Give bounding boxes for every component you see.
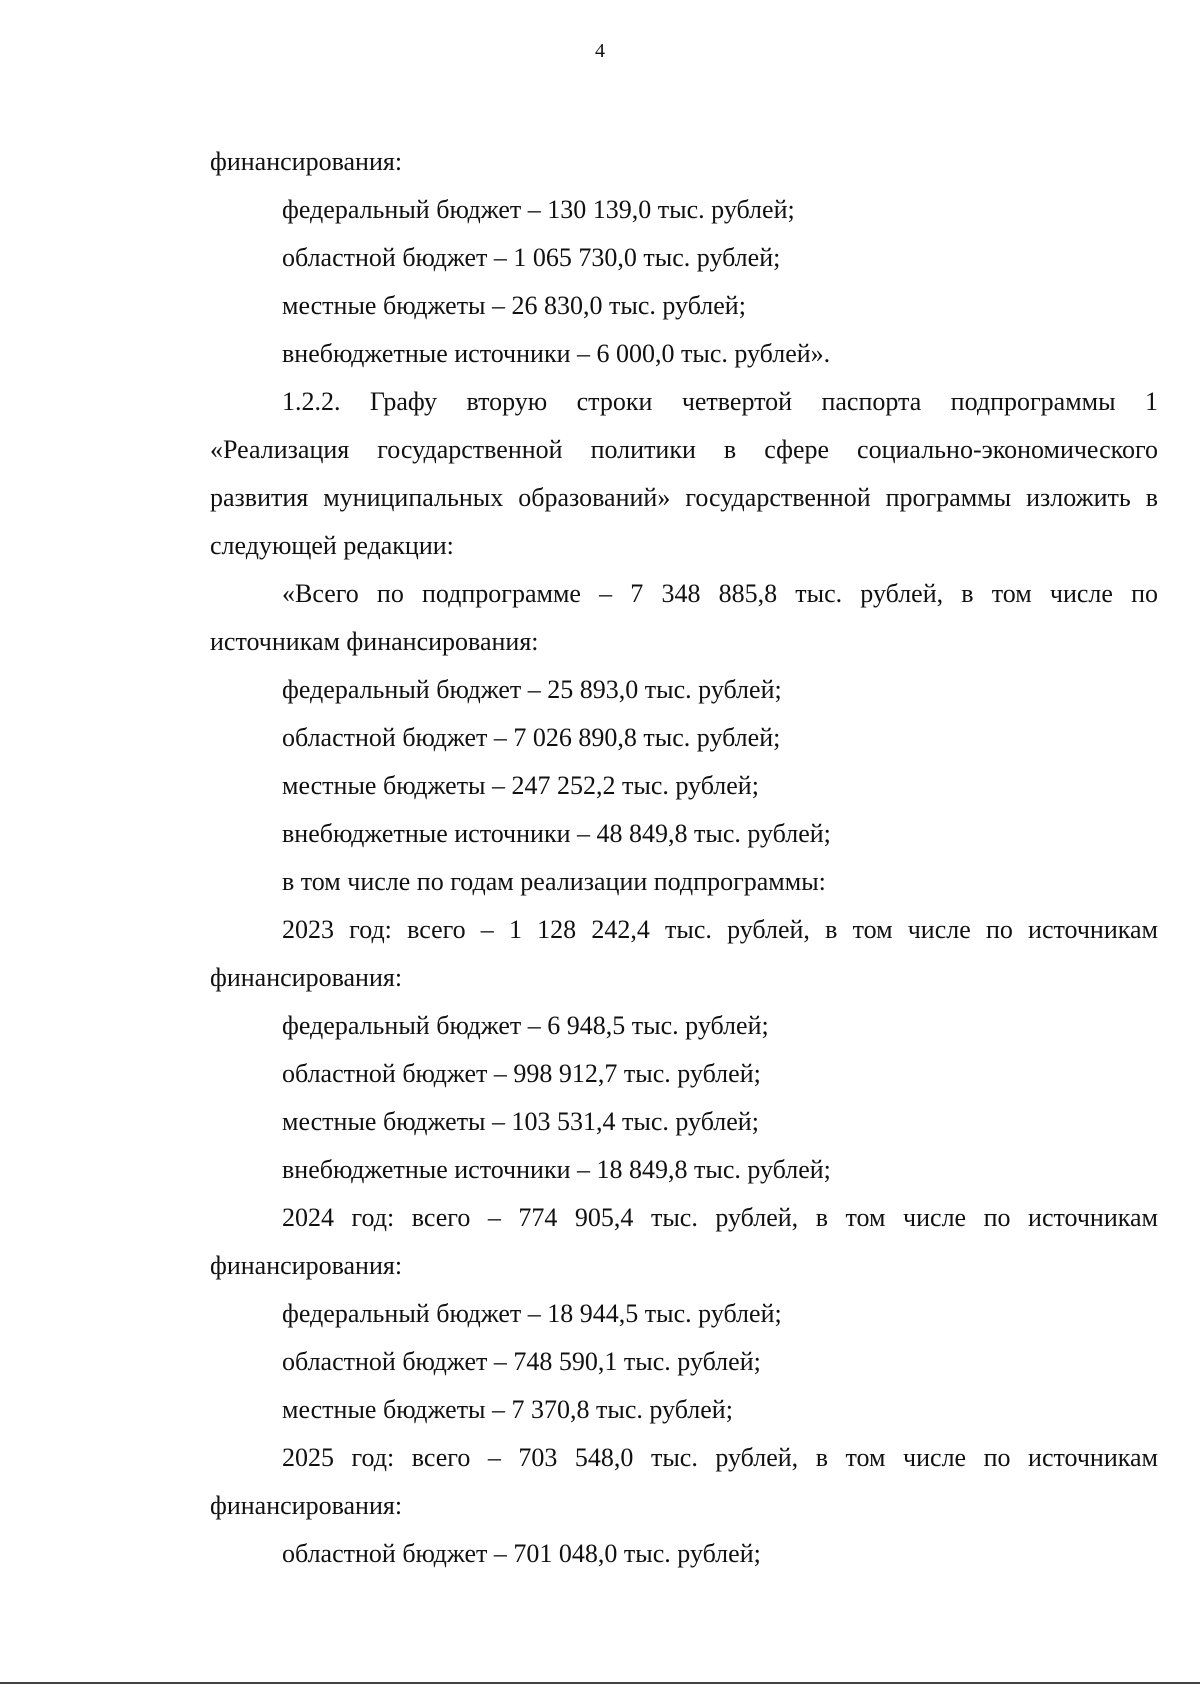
paragraph-line: 2025 год: всего – 703 548,0 тыс. рублей, в том числе по источникам xyxy=(282,1443,1158,1472)
text-line: в том числе по годам реализации подпрограммы: xyxy=(282,867,826,896)
text-line: областной бюджет – 7 026 890,8 тыс. рублей; xyxy=(282,723,781,752)
text-line: внебюджетные источники – 48 849,8 тыс. рублей; xyxy=(282,819,831,848)
text-line: источникам финансирования: xyxy=(210,627,539,656)
text-line: федеральный бюджет – 25 893,0 тыс. рублей; xyxy=(282,675,782,704)
paragraph-line: «Всего по подпрограмме – 7 348 885,8 тыс. рублей, в том числе по xyxy=(282,579,1158,608)
text-line: внебюджетные источники – 6 000,0 тыс. рублей». xyxy=(282,339,831,368)
text-line: следующей редакции: xyxy=(210,531,454,560)
text-line: местные бюджеты – 247 252,2 тыс. рублей; xyxy=(282,771,759,800)
document-body xyxy=(210,138,1158,1578)
bottom-rule xyxy=(0,1682,1200,1684)
text-line: областной бюджет – 1 065 730,0 тыс. рублей; xyxy=(282,243,781,272)
paragraph-line: «Реализация государственной политики в сфере социально-экономического xyxy=(210,435,1158,464)
text-line: федеральный бюджет – 6 948,5 тыс. рублей; xyxy=(282,1011,769,1040)
text-line: областной бюджет – 998 912,7 тыс. рублей; xyxy=(282,1059,761,1088)
paragraph-line: развития муниципальных образований» государственной программы изложить в xyxy=(210,483,1158,512)
text-line: местные бюджеты – 7 370,8 тыс. рублей; xyxy=(282,1395,733,1424)
text-line: местные бюджеты – 26 830,0 тыс. рублей; xyxy=(282,291,746,320)
text-line: областной бюджет – 701 048,0 тыс. рублей; xyxy=(282,1539,761,1568)
paragraph-line: 2023 год: всего – 1 128 242,4 тыс. рублей, в том числе по источникам xyxy=(282,915,1158,944)
paragraph-line: 2024 год: всего – 774 905,4 тыс. рублей, в том числе по источникам xyxy=(282,1203,1158,1232)
text-line: внебюджетные источники – 18 849,8 тыс. рублей; xyxy=(282,1155,831,1184)
text-line: областной бюджет – 748 590,1 тыс. рублей; xyxy=(282,1347,761,1376)
text-line: федеральный бюджет – 130 139,0 тыс. рублей; xyxy=(282,195,795,224)
paragraph-line: 1.2.2. Графу вторую строки четвертой паспорта подпрограммы 1 xyxy=(282,387,1158,416)
text-line: местные бюджеты – 103 531,4 тыс. рублей; xyxy=(282,1107,759,1136)
text-line: финансирования: xyxy=(210,963,403,992)
page-number: 4 xyxy=(595,40,605,62)
text-line: финансирования: xyxy=(210,147,403,176)
text-line: федеральный бюджет – 18 944,5 тыс. рублей; xyxy=(282,1299,782,1328)
text-line: финансирования: xyxy=(210,1251,403,1280)
text-line: финансирования: xyxy=(210,1491,403,1520)
